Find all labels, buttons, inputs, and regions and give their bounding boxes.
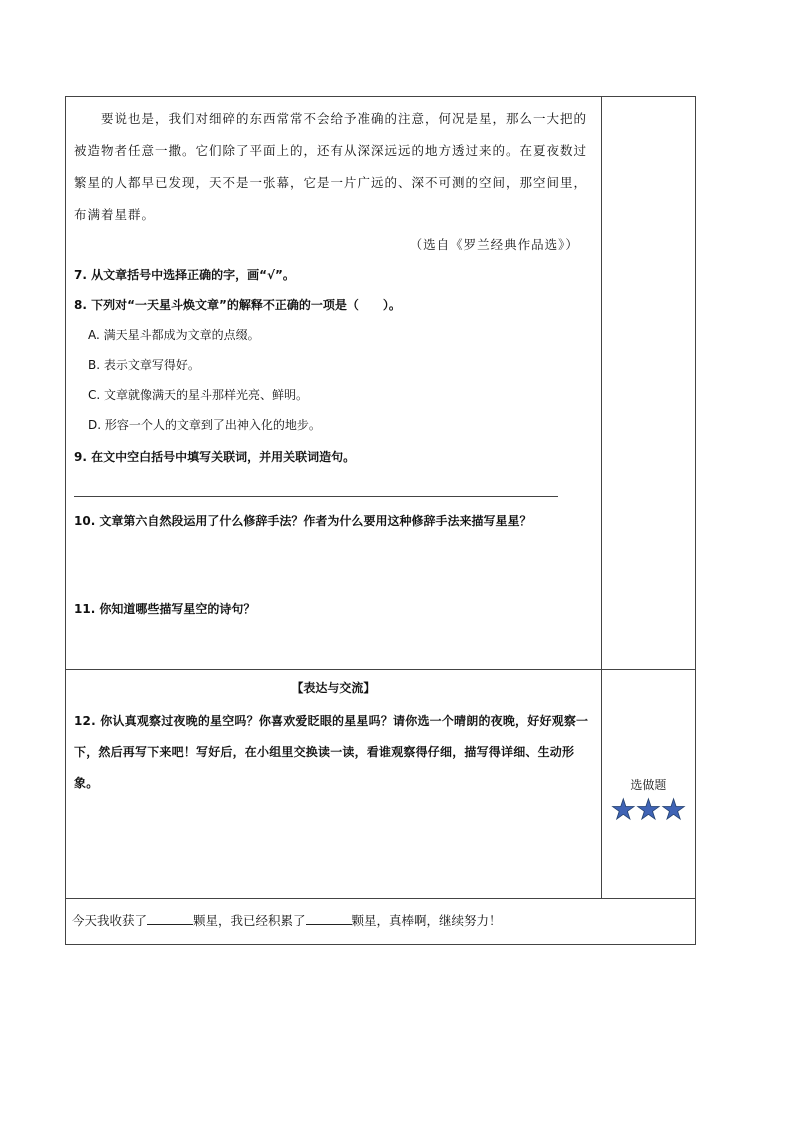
footer-cell bbox=[66, 899, 696, 945]
worksheet-table bbox=[65, 96, 696, 945]
question-11: 11. 你知道哪些描写星空的诗句？ bbox=[74, 602, 256, 616]
footer-text-2: 颗星，我已经积累了 bbox=[193, 913, 306, 928]
optional-task-cell bbox=[601, 670, 695, 899]
q8-option-a: A. 满天星斗都成为文章的点缀。 bbox=[88, 328, 260, 342]
star-count-blank-2[interactable] bbox=[306, 911, 352, 925]
expression-section bbox=[66, 670, 602, 899]
q8-option-b: B. 表示文章写得好。 bbox=[88, 358, 200, 372]
star-icon: ★ bbox=[610, 793, 636, 826]
question-10: 10. 文章第六自然段运用了什么修辞手法？作者为什么要用这种修辞手法来描写星星？ bbox=[74, 514, 532, 528]
passage-paragraph: 要说也是，我们对细碎的东西常常不会给予准确的注意，何况是星，那么一大把的被造物者任意一撒。它们除了平面上的，还有从深深远远的地方透过来的。在夏夜数过繁星的人都早已发现，天不是一张幕，它是一片广远的、深不可测的空间，那空间里，布满着星群。 bbox=[74, 111, 588, 222]
footer-sentence bbox=[66, 899, 695, 929]
question-12: 12. 你认真观察过夜晚的星空吗？你喜欢爱眨眼的星星吗？请你选一个晴朗的夜晚，好好观察一下，然后再写下来吧！写好后，在小组里交换读一读，看谁观察得仔细，描写得详细、生动形象。 bbox=[74, 714, 589, 790]
star-icon: ★ bbox=[660, 793, 687, 826]
q8-option-c: C. 文章就像满天的星斗那样光亮、鲜明。 bbox=[88, 388, 309, 402]
footer-text-3: 颗星，真棒啊，继续努力！ bbox=[351, 913, 502, 928]
optional-task-label: 选做题 bbox=[630, 778, 667, 792]
star-rating bbox=[602, 793, 695, 826]
footer-text-1: 今天我收获了 bbox=[72, 913, 148, 928]
section-heading: 【表达与交流】 bbox=[291, 681, 376, 695]
q8-option-d: D. 形容一个人的文章到了出神入化的地步。 bbox=[88, 418, 321, 432]
reading-section bbox=[66, 97, 602, 670]
question-9: 9. 在文中空白括号中填写关联词，并用关联词造句。 bbox=[74, 450, 356, 464]
answer-line[interactable] bbox=[74, 495, 558, 497]
question-7: 7. 从文章括号中选择正确的字，画“√”。 bbox=[74, 268, 295, 282]
passage-source: （选自《罗兰经典作品选》） bbox=[409, 237, 579, 252]
star-icon: ★ bbox=[635, 793, 661, 826]
side-cell-empty bbox=[601, 97, 695, 670]
question-8: 8. 下列对“一天星斗焕文章”的解释不正确的一项是（ ）。 bbox=[74, 298, 401, 312]
star-count-blank-1[interactable] bbox=[147, 911, 193, 925]
